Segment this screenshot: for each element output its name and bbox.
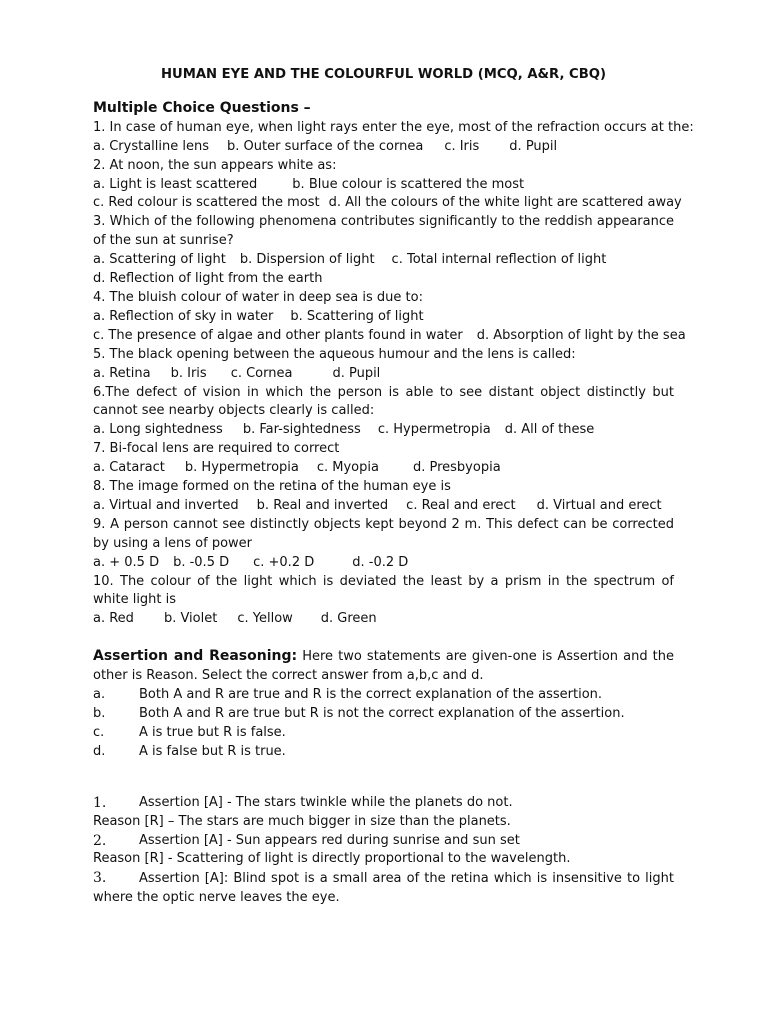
ar-item-1-assertion <box>93 794 674 813</box>
option-c: c. The presence of algae and other plants found in water <box>93 327 463 343</box>
question-3-options-abc <box>93 251 674 270</box>
mcq-heading: Multiple Choice Questions – <box>93 99 311 116</box>
section-spacer <box>93 762 674 794</box>
option-b: b. Outer surface of the cornea <box>227 138 424 154</box>
option-a: a. Light is least scattered <box>93 176 258 192</box>
question-6: 6.The defect of vision in which the person is able to see distant object distinctly but cannot see nearby objects clearly is called: <box>93 384 674 419</box>
option-a: a. Long sightedness <box>93 422 223 438</box>
ar-item-2-assertion <box>93 832 674 851</box>
question-9: 9. A person cannot see distinctly objects kept beyond 2 m. This defect can be corrected by using a lens of power <box>93 516 674 551</box>
question-4-options-ab <box>93 308 674 327</box>
section-spacer <box>93 629 674 647</box>
ar-option-text: A is false but R is true. <box>139 743 286 759</box>
option-a: a. Crystalline lens <box>93 138 210 154</box>
option-b: b. Blue colour is scattered the most <box>292 176 525 192</box>
page-title: HUMAN EYE AND THE COLOURFUL WORLD (MCQ, A&R, CBQ) <box>160 67 607 82</box>
ar-intro-text: Here two statements are given-one is Assertion and the other is Reason. Select the correct answer from a,b,c and d. <box>93 649 675 684</box>
question-8: 8. The image formed on the retina of the human eye is <box>93 479 451 495</box>
ar-item-number: 1. <box>93 794 107 811</box>
ar-option <box>93 743 674 762</box>
ar-intro <box>93 647 674 686</box>
ar-option-text: A is true but R is false. <box>139 724 286 740</box>
ar-option-letter: d. <box>93 743 106 759</box>
option-c: c. Iris <box>444 138 480 154</box>
ar-option <box>93 686 674 705</box>
ar-option-text: Both A and R are true but R is not the correct explanation of the assertion. <box>139 706 625 721</box>
question-2-options-cd <box>93 194 682 213</box>
question-9-options <box>93 554 674 573</box>
option-a: a. + 0.5 D <box>93 554 160 570</box>
option-c: c. +0.2 D <box>253 554 315 570</box>
option-d: d. Virtual and erect <box>536 497 662 513</box>
option-b: b. Scattering of light <box>290 308 424 324</box>
ar-option <box>93 724 674 743</box>
ar-option-letter: c. <box>93 724 105 740</box>
ar-option-letter: a. <box>93 687 106 703</box>
option-d: d. All the colours of the white light are scattered away <box>328 195 682 211</box>
option-c: c. Total internal reflection of light <box>391 252 607 268</box>
option-d: d. Absorption of light by the sea <box>476 327 686 343</box>
option-b: b. Dispersion of light <box>239 252 375 268</box>
option-c: c. Red colour is scattered the most <box>93 195 320 211</box>
question-1: 1. In case of human eye, when light rays enter the eye, most of the refraction occurs at the: <box>93 119 694 135</box>
question-5: 5. The black opening between the aqueous humour and the lens is called: <box>93 346 576 362</box>
ar-assertion: Assertion [A] - Sun appears red during sunrise and sun set <box>139 832 520 848</box>
option-d: d. Presbyopia <box>412 460 501 476</box>
option-d: d. Pupil <box>332 365 381 381</box>
question-10: 10. The colour of the light which is deviated the least by a prism in the spectrum of white light is <box>93 573 674 608</box>
question-3: 3. Which of the following phenomena contributes significantly to the reddish appearance of the sun at sunrise? <box>93 214 674 249</box>
ar-assertion: Assertion [A] - The stars twinkle while the planets do not. <box>139 794 513 810</box>
document-content <box>93 66 694 908</box>
option-b: b. Far-sightedness <box>242 422 361 438</box>
option-a: a. Virtual and inverted <box>93 497 239 513</box>
question-8-options <box>93 497 674 516</box>
question-2-options-ab <box>93 176 674 195</box>
question-4-options-cd <box>93 327 686 346</box>
option-b: b. Real and inverted <box>256 497 389 513</box>
option-c: c. Myopia <box>316 460 379 476</box>
option-d: d. Green <box>320 611 377 627</box>
question-10-options <box>93 610 674 629</box>
option-c: c. Hypermetropia <box>377 422 491 438</box>
option-d: d. -0.2 D <box>352 554 409 570</box>
ar-item-1-reason: Reason [R] – The stars are much bigger in size than the planets. <box>93 813 511 829</box>
ar-item-number: 2. <box>93 832 107 849</box>
question-7: 7. Bi-focal lens are required to correct <box>93 441 340 457</box>
option-c: c. Cornea <box>230 365 293 381</box>
option-c: c. Yellow <box>237 611 293 627</box>
question-7-options <box>93 459 674 478</box>
option-b: b. -0.5 D <box>173 554 230 570</box>
question-6-options <box>93 421 674 440</box>
question-3-option-d: d. Reflection of light from the earth <box>93 271 323 287</box>
ar-item-2-reason: Reason [R] - Scattering of light is directly proportional to the wavelength. <box>93 851 571 867</box>
ar-option-text: Both A and R are true and R is the correct explanation of the assertion. <box>139 687 603 703</box>
option-d: d. All of these <box>504 422 595 438</box>
option-c: c. Real and erect <box>406 497 516 513</box>
option-a: a. Cataract <box>93 460 165 476</box>
ar-option-letter: b. <box>93 706 106 721</box>
question-2: 2. At noon, the sun appears white as: <box>93 157 337 173</box>
option-b: b. Iris <box>170 365 207 381</box>
option-a: a. Retina <box>93 365 151 381</box>
option-a: a. Red <box>93 611 134 627</box>
question-1-options <box>93 138 674 157</box>
question-5-options <box>93 365 674 384</box>
ar-heading: Assertion and Reasoning: <box>93 648 298 665</box>
option-a: a. Reflection of sky in water <box>93 308 274 324</box>
ar-assertion: Assertion [A]: Blind spot is a small area of the retina which is insensitive to light where the optic nerve leaves the eye. <box>93 871 674 906</box>
ar-item-3-assertion <box>93 869 674 908</box>
question-4: 4. The bluish colour of water in deep sea is due to: <box>93 289 423 305</box>
option-b: b. Hypermetropia <box>184 460 299 476</box>
ar-item-number: 3. <box>93 870 107 887</box>
option-d: d. Pupil <box>509 138 558 154</box>
option-b: b. Violet <box>163 611 218 627</box>
ar-option <box>93 705 674 724</box>
option-a: a. Scattering of light <box>93 252 226 268</box>
